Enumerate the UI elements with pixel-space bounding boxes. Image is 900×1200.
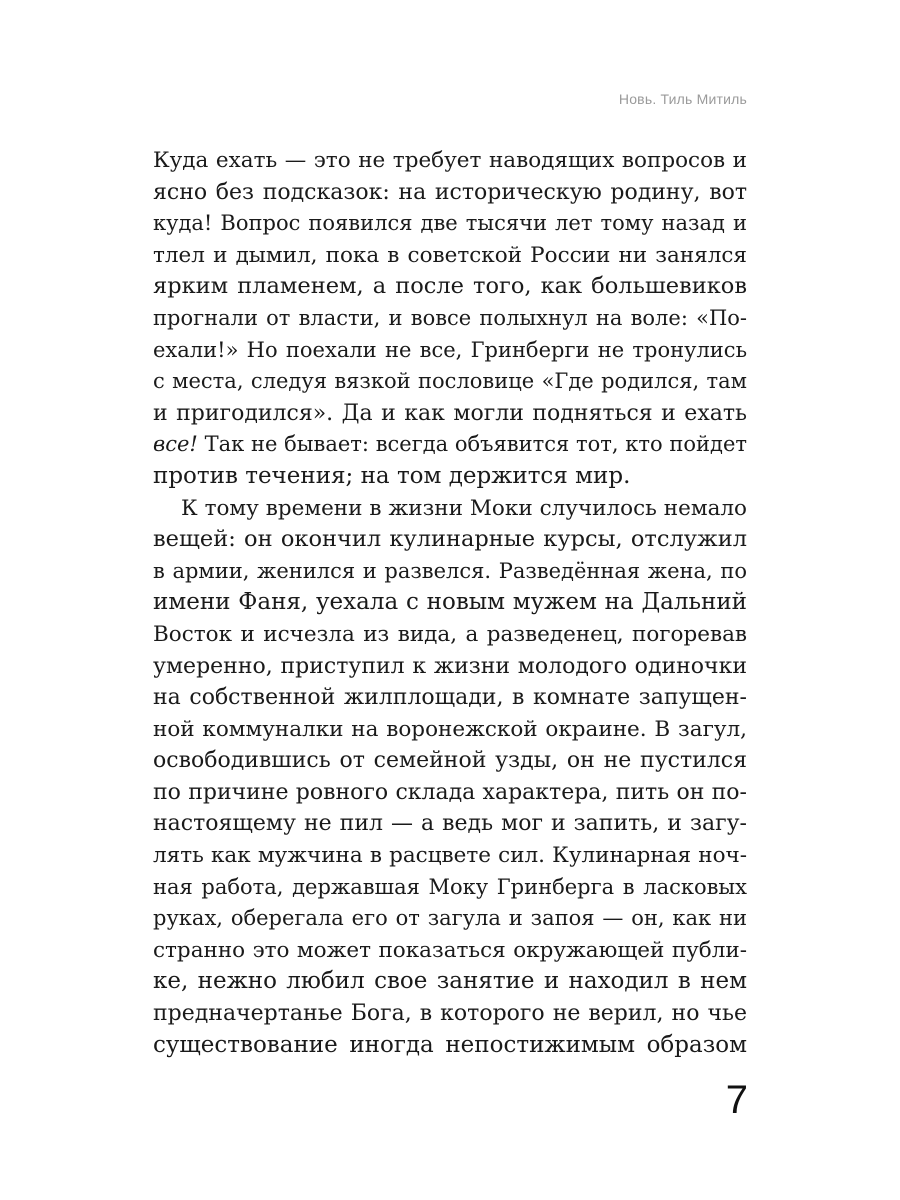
text-line: К тому времени в жизни Моки случилось немало <box>181 495 747 521</box>
text-line: в армии, женился и развелся. Разведённая жена, по <box>153 558 747 583</box>
text-line: и пригодился». Да и как могли подняться и ехать <box>153 400 747 426</box>
text-line-with-italic <box>153 429 747 461</box>
text-line: ке, нежно любил свое занятие и находил в нем <box>153 968 747 995</box>
text-line: настоящему не пил — а ведь мог и запить, и загу- <box>153 811 747 837</box>
text-line: куда! Вопрос появился две тысячи лет тому назад и <box>153 211 747 236</box>
text-line: имени Фаня, уехала с новым мужем на Дальний <box>153 589 747 616</box>
paragraph-2 <box>153 493 747 1062</box>
text-line: вещей: он окончил кулинарные курсы, отслужил <box>153 526 747 553</box>
running-head: Новь. Тиль Митиль <box>618 91 747 107</box>
text-line: на собственной жилплощади, в комнате запущен- <box>153 685 747 711</box>
text-line: ной коммуналки на воронежской окраине. В загул, <box>153 716 747 742</box>
text-line: существование иногда непостижимым образом <box>153 1031 747 1058</box>
text-line: прогнали от власти, и вовсе полыхнул на воле: «По- <box>153 305 747 330</box>
italic-word: все! <box>153 432 198 457</box>
text-line: руках, оберегала его от загула и запоя — он, как ни <box>153 906 747 931</box>
text-line-rest: Так не бывает: всегда объявится тот, кто пойдет <box>197 432 747 457</box>
text-line: умеренно, приступил к жизни молодого одиночки <box>153 653 747 679</box>
text-line: ярким пламенем, а после того, как большевиков <box>153 273 747 300</box>
text-line: Куда ехать — это не требует наводящих вопросов и <box>153 148 747 173</box>
text-line: ная работа, державшая Моку Гринберга в ласковых <box>153 874 747 899</box>
text-line: ехали!» Но поехали не все, Гринберги не тронулись <box>153 337 747 362</box>
body-text <box>153 145 747 1061</box>
text-line: против течения; на том держится мир. <box>153 462 631 489</box>
text-line: по причине ровного склада характера, пить он по- <box>153 779 747 805</box>
text-line: тлел и дымил, пока в советской России ни занялся <box>153 242 747 268</box>
text-line: предначертанье Бога, в которого не верил, но чье <box>153 1001 747 1027</box>
text-line: ясно без подсказок: на историческую родину, вот <box>153 179 747 205</box>
text-line: освободившись от семейной узды, он не пустился <box>153 748 747 774</box>
text-line: с места, следуя вязкой пословице «Где родился, там <box>153 369 747 394</box>
page-number: 7 <box>725 1078 748 1122</box>
text-line: Восток и исчезла из вида, а разведенец, погоревав <box>153 621 747 647</box>
paragraph-1 <box>153 145 747 493</box>
text-line: лять как мужчина в расцвете сил. Кулинарная ноч- <box>153 843 747 869</box>
text-line: странно это может показаться окружающей публи- <box>153 937 747 963</box>
